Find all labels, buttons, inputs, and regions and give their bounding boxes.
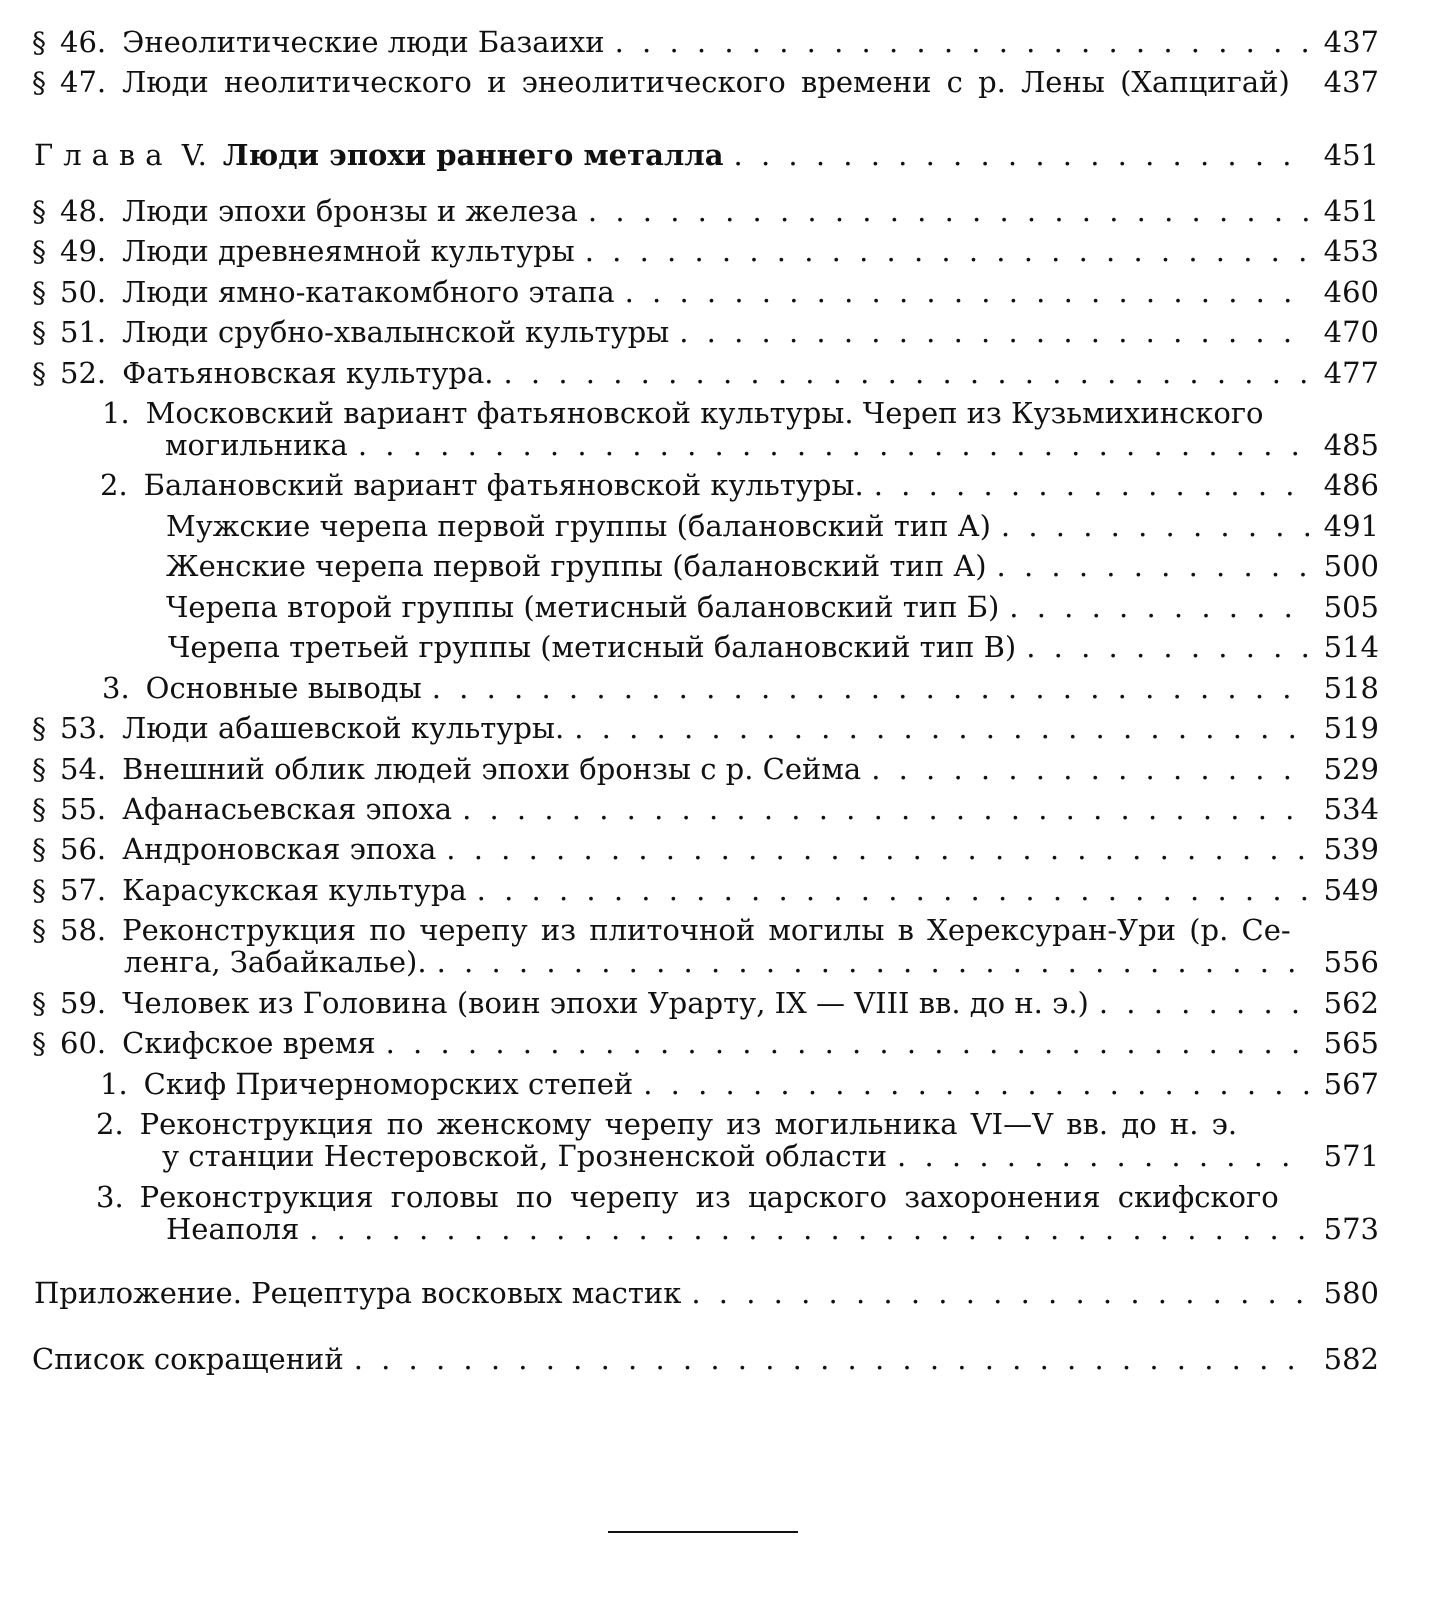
subsection-title-line1: Московский вариант фатьяновской культуры. Череп из Кузьмихинского xyxy=(145,396,1264,430)
dot-leader xyxy=(633,1064,1309,1104)
section-number: 53. xyxy=(60,711,107,745)
dot-leader xyxy=(575,231,1309,271)
dot-leader xyxy=(864,465,1309,505)
section-title-line1: Реконструкция по черепу из плиточной могилы в Херексуран-Ури (р. Се- xyxy=(122,913,1291,947)
section-number: 57. xyxy=(60,873,107,907)
page-number: 571 xyxy=(1323,1139,1379,1173)
section-symbol: § xyxy=(32,1027,46,1060)
dot-leader xyxy=(887,1136,1309,1176)
section-number: 58. xyxy=(60,913,107,947)
section-symbol: § xyxy=(32,235,46,268)
section-title-line2: ленга, Забайкалье). xyxy=(124,945,427,979)
section-number: 54. xyxy=(60,752,107,786)
page-number: 539 xyxy=(1323,832,1379,866)
section-symbol: § xyxy=(32,833,46,866)
toc-entry-s52-2b xyxy=(0,546,1439,586)
page-number: 437 xyxy=(1323,25,1379,59)
section-number: 52. xyxy=(60,356,107,390)
dot-leader xyxy=(467,870,1309,910)
subsection-title-line2: могильника xyxy=(165,428,348,462)
section-title: Люди абашевской культуры. xyxy=(122,711,565,745)
toc-entry-s46 xyxy=(0,22,1439,62)
section-title: Скифское время xyxy=(122,1026,376,1060)
toc-entry-s52-1 xyxy=(0,393,1439,465)
subsection-title: Черепа второй группы (метисный балановский тип Б) xyxy=(166,590,1000,624)
toc-entry-s50 xyxy=(0,272,1439,312)
section-number: 55. xyxy=(60,792,107,826)
section-symbol: § xyxy=(32,753,46,786)
dot-leader xyxy=(669,312,1309,352)
section-symbol: § xyxy=(32,66,46,99)
section-number: 49. xyxy=(60,234,107,268)
subsection-title-line2: Неаполя xyxy=(166,1212,300,1246)
toc-entry-s55 xyxy=(0,789,1439,829)
dot-leader xyxy=(376,1023,1309,1063)
section-symbol: § xyxy=(32,987,46,1020)
page-number: 451 xyxy=(1323,138,1379,172)
section-number: 60. xyxy=(60,1026,107,1060)
toc-entry-s57 xyxy=(0,870,1439,910)
subsection-title: Женские черепа первой группы (балановский тип А) xyxy=(166,549,987,583)
section-title: Люди древнеямной культуры xyxy=(122,234,575,268)
toc-entry-s56 xyxy=(0,829,1439,869)
toc-entry-s60-2 xyxy=(0,1104,1439,1176)
chapter-title: Люди эпохи раннего металла xyxy=(222,138,724,172)
page-number: 567 xyxy=(1323,1067,1379,1101)
page-number: 565 xyxy=(1323,1026,1379,1060)
subsection-title-line2: у станции Нестеровской, Грозненской области xyxy=(162,1139,888,1173)
page-number: 451 xyxy=(1323,194,1379,228)
toc-entry-s49 xyxy=(0,231,1439,271)
toc-entry-s48 xyxy=(0,191,1439,231)
section-number: 48. xyxy=(60,194,107,228)
section-number: 56. xyxy=(60,832,107,866)
appendix-title: Приложение. Рецептура восковых мастик xyxy=(34,1276,682,1310)
dot-leader xyxy=(861,749,1309,789)
dot-leader xyxy=(1089,983,1309,1023)
subsection-title-line1: Реконструкция головы по черепу из царского захоронения скифского xyxy=(139,1180,1279,1214)
dot-leader xyxy=(615,272,1309,312)
page-number: 534 xyxy=(1323,792,1379,826)
dot-leader xyxy=(991,506,1309,546)
page-number: 460 xyxy=(1323,275,1379,309)
page-number: 477 xyxy=(1323,356,1379,390)
page-number: 580 xyxy=(1323,1276,1379,1310)
page-number: 491 xyxy=(1323,509,1379,543)
toc-entry-s52-2d xyxy=(0,627,1439,667)
section-title: Люди эпохи бронзы и железа xyxy=(122,194,578,228)
section-symbol: § xyxy=(32,26,46,59)
dot-leader xyxy=(987,546,1309,586)
section-title: Карасукская культура xyxy=(122,873,467,907)
toc-entry-s52-2a xyxy=(0,506,1439,546)
dot-leader xyxy=(299,1209,1309,1249)
section-symbol: § xyxy=(32,874,46,907)
dot-leader xyxy=(436,829,1309,869)
section-symbol: § xyxy=(32,357,46,390)
toc-entry-s60 xyxy=(0,1023,1439,1063)
section-symbol: § xyxy=(32,316,46,349)
toc-entry-s52-2c xyxy=(0,587,1439,627)
section-title: Человек из Головина (воин эпохи Урарту, IX — VIII вв. до н. э.) xyxy=(122,986,1089,1020)
subsection-title: Балановский вариант фатьяновской культуры. xyxy=(143,468,864,502)
section-title: Люди ямно-катакомбного этапа xyxy=(122,275,615,309)
toc-entry-s54 xyxy=(0,749,1439,789)
section-title: Люди неолитического и энеолитического времени с р. Лены (Хапцигай) xyxy=(122,65,1290,99)
toc-entry-chapter-5 xyxy=(0,135,1439,175)
section-symbol: § xyxy=(32,276,46,309)
page-number: 556 xyxy=(1323,945,1379,979)
subsection-title: Основные выводы xyxy=(145,671,422,705)
abbreviations-title: Список сокращений xyxy=(32,1342,344,1376)
section-number: 51. xyxy=(60,315,107,349)
chapter-word: Глава xyxy=(34,138,173,172)
subsection-number: 1. xyxy=(102,396,130,430)
section-title: Андроновская эпоха xyxy=(122,832,437,866)
toc-entry-s52-2 xyxy=(0,465,1439,505)
toc-entry-s51 xyxy=(0,312,1439,352)
page-number: 485 xyxy=(1323,428,1379,462)
dot-leader xyxy=(724,135,1309,175)
page-number: 500 xyxy=(1323,549,1379,583)
toc-entry-s59 xyxy=(0,983,1439,1023)
section-title: Афанасьевская эпоха xyxy=(122,792,453,826)
page-number: 486 xyxy=(1323,468,1379,502)
toc-entry-s58 xyxy=(0,910,1439,982)
section-title: Энеолитические люди Базаихи xyxy=(122,25,605,59)
toc-entry-s52-3 xyxy=(0,668,1439,708)
dot-leader xyxy=(452,789,1309,829)
page-number: 573 xyxy=(1323,1212,1379,1246)
dot-leader xyxy=(999,587,1309,627)
page-number: 453 xyxy=(1323,234,1379,268)
page-number: 518 xyxy=(1323,671,1379,705)
dot-leader xyxy=(427,942,1309,982)
subsection-number: 3. xyxy=(102,671,130,705)
page-number: 470 xyxy=(1323,315,1379,349)
subsection-number: 2. xyxy=(96,1107,124,1141)
section-number: 59. xyxy=(60,986,107,1020)
subsection-title: Черепа третьей группы (метисный балановский тип В) xyxy=(168,630,1017,664)
page-number: 582 xyxy=(1323,1342,1379,1376)
page-number: 505 xyxy=(1323,590,1379,624)
section-symbol: § xyxy=(32,793,46,826)
subsection-number: 3. xyxy=(96,1180,124,1214)
toc-entry-s60-3 xyxy=(0,1177,1439,1249)
subsection-title: Мужские черепа первой группы (балановский тип А) xyxy=(166,509,991,543)
dot-leader xyxy=(578,191,1309,231)
section-title: Люди срубно-хвалынской культуры xyxy=(122,315,670,349)
dot-leader xyxy=(564,708,1309,748)
section-symbol: § xyxy=(32,712,46,745)
dot-leader xyxy=(1016,627,1309,667)
toc-entry-appendix xyxy=(0,1273,1439,1313)
toc-entry-s60-1 xyxy=(0,1064,1439,1104)
page-number: 562 xyxy=(1323,986,1379,1020)
toc-entry-s47 xyxy=(0,62,1439,102)
dot-leader xyxy=(493,353,1309,393)
chapter-number: V. xyxy=(181,138,207,172)
dot-leader xyxy=(348,425,1309,465)
subsection-number: 1. xyxy=(100,1067,128,1101)
page-number: 529 xyxy=(1323,752,1379,786)
end-rule xyxy=(608,1531,798,1533)
dot-leader xyxy=(422,668,1309,708)
page-number: 514 xyxy=(1323,630,1379,664)
toc-entry-s52 xyxy=(0,353,1439,393)
subsection-number: 2. xyxy=(100,468,128,502)
section-number: 47. xyxy=(60,65,107,99)
section-number: 50. xyxy=(60,275,107,309)
section-title: Фатьяновская культура. xyxy=(122,356,494,390)
page-number: 519 xyxy=(1323,711,1379,745)
page-number: 437 xyxy=(1323,65,1379,99)
section-title: Внешний облик людей эпохи бронзы с р. Сейма xyxy=(122,752,862,786)
subsection-title: Скиф Причерноморских степей xyxy=(143,1067,634,1101)
page-number: 549 xyxy=(1323,873,1379,907)
section-symbol: § xyxy=(32,195,46,228)
toc-entry-abbreviations xyxy=(0,1339,1439,1379)
section-number: 46. xyxy=(60,25,107,59)
toc-entry-s53 xyxy=(0,708,1439,748)
dot-leader xyxy=(605,22,1309,62)
section-symbol: § xyxy=(32,914,46,947)
subsection-title-line1: Реконструкция по женскому черепу из могильника VI—V вв. до н. э. xyxy=(139,1107,1238,1141)
dot-leader xyxy=(344,1339,1309,1379)
dot-leader xyxy=(681,1273,1309,1313)
